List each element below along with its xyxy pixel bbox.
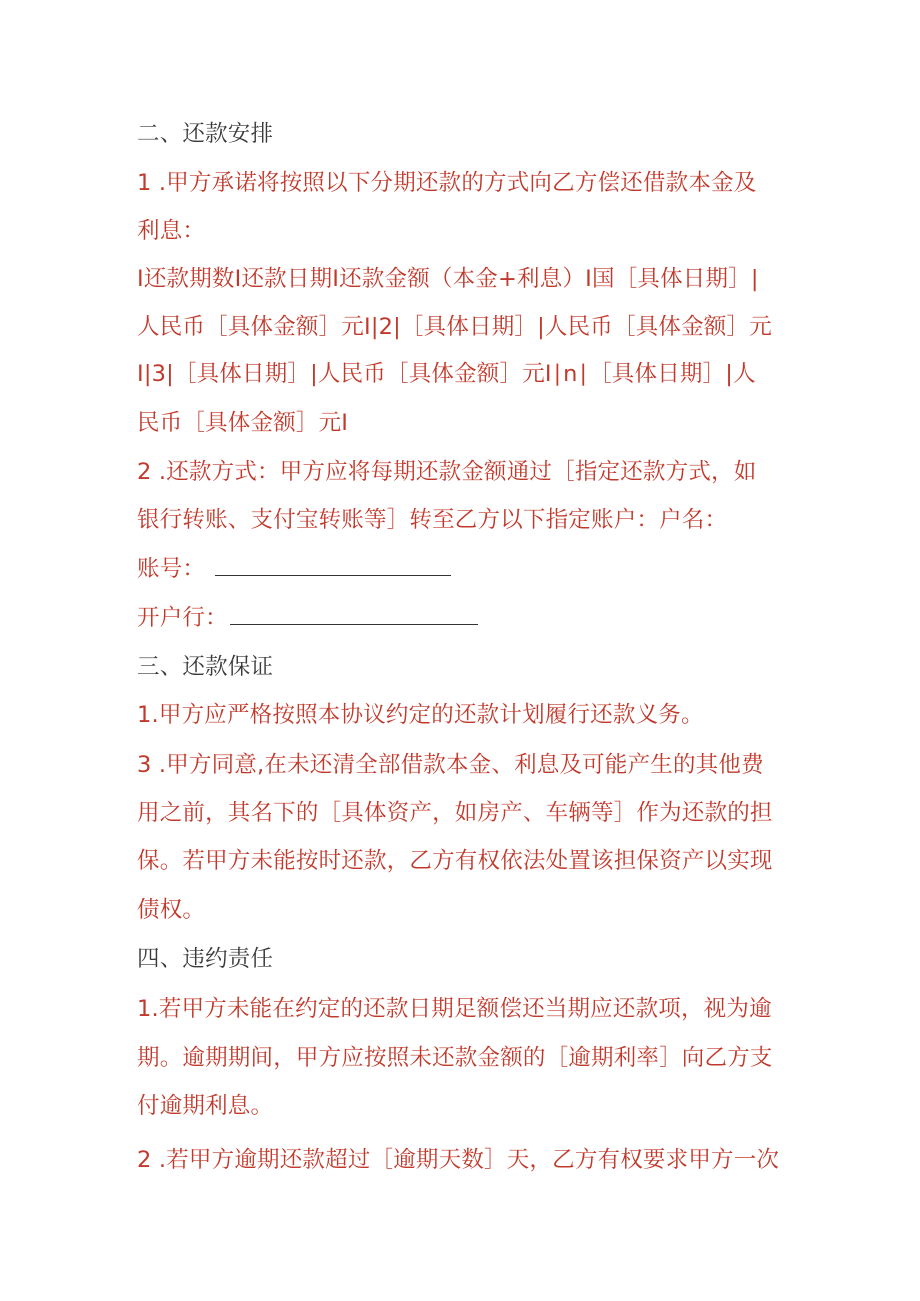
section-4-item-2-line-1: 2 .若甲方逾期还款超过［逾期天数］天，乙方有权要求甲方一次 [137, 1147, 780, 1173]
account-number-label: 账号： [137, 556, 206, 582]
schedule-line-3: I|3|［具体日期］|人民币［具体金额］元I∣n∣［具体日期］|人 [137, 361, 756, 387]
section-4-item-1-line-1: 1.若甲方未能在约定的还款日期足额偿还当期应还款项，视为逾 [137, 996, 772, 1022]
section-2-item-2-line-1: 2 .还款方式：甲方应将每期还款金额通过［指定还款方式，如 [137, 459, 757, 485]
section-4-item-1-line-2: 期。逾期期间，甲方应按照未还款金额的［逾期利率］向乙方支 [137, 1045, 773, 1071]
schedule-line-1: I还款期数I还款日期I还款金额（本金+利息）I国［具体日期］| [137, 266, 759, 292]
bank-row [137, 603, 478, 633]
section-3-item-3-line-1: 3 .甲方同意,在未还清全部借款本金、利息及可能产生的其他费 [137, 752, 764, 778]
section-2-item-2-line-2: 银行转账、支付宝转账等］转至乙方以下指定账户：户名： [137, 507, 728, 533]
section-2-item-1-line-1: 1 .甲方承诺将按照以下分期还款的方式向乙方偿还借款本金及 [137, 170, 757, 196]
account-number-blank [215, 555, 451, 576]
section-2-item-1-line-2: 利息： [137, 218, 206, 244]
section-3-item-1: 1.甲方应严格按照本协议约定的还款计划履行还款义务。 [137, 702, 704, 728]
account-number-row [137, 554, 451, 584]
bank-blank [230, 604, 478, 625]
schedule-line-4: 民币［具体金额］元I [137, 410, 349, 436]
section-4-item-1-line-3: 付逾期利息。 [137, 1093, 274, 1119]
section-3-item-3-line-3: 保。若甲方未能按时还款，乙方有权依法处置该担保资产以实现 [137, 848, 773, 874]
section-3-title: 三、还款保证 [137, 654, 274, 680]
bank-label: 开户行： [137, 605, 228, 631]
section-3-item-3-line-4: 债权。 [137, 897, 206, 923]
section-3-item-3-line-2: 用之前，其名下的［具体资产，如房产、车辆等］作为还款的担 [137, 800, 773, 826]
schedule-line-2: 人民币［具体金额］元I|2|［具体日期］|人民币［具体金额］元 [137, 314, 772, 340]
section-4-title: 四、违约责任 [137, 946, 274, 972]
section-2-title: 二、还款安排 [137, 121, 274, 147]
